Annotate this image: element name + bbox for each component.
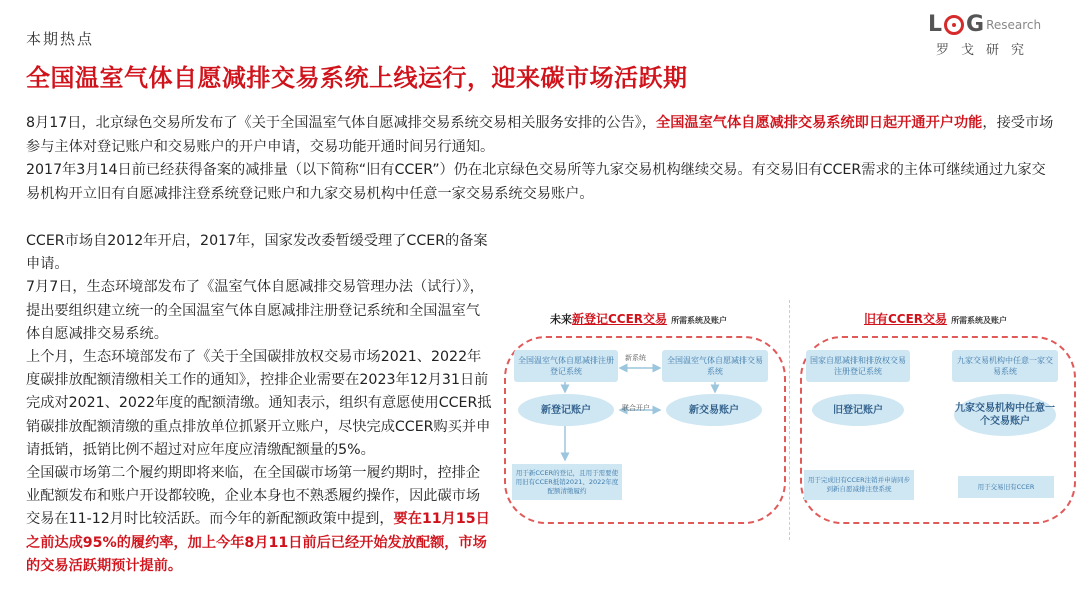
analysis-paragraph-1: CCER市场自2012年开启，2017年，国家发改委暂缓受理了CCER的备案申请。 [26, 233, 488, 273]
analysis-paragraph-3: 上个月，生态环境部发布了《关于全国碳排放权交易市场2021、2022年度碳排放配额清缴相关工作的通知》，控排企业需要在2023年12月31日前完成对2021、2022年度的配额清缴。通知表示，组织有意愿使用CCER抵销碳排放配额清缴的重点排放单位抓紧开立账户，尽快完成CCER购买并申请抵销，抵销比例不超过对应年度应清缴配额量的5%。 [26, 349, 492, 458]
section-label: 本期热点 [26, 30, 95, 48]
logo [928, 12, 1058, 62]
right-title-red: 旧有CCER交易 [864, 312, 948, 326]
logo-letter-g: G [966, 12, 985, 37]
intro-text-1: 8月17日，北京绿色交易所发布了《关于全国温室气体自愿减排交易系统交易相关服务安排的公告》， [26, 115, 657, 131]
intro-paragraph [26, 112, 1056, 206]
box-national-trading: 全国温室气体自愿减排交易系统 [662, 350, 768, 382]
intro-highlight: 全国温室气体自愿减排交易系统即日起开通开户功能 [656, 115, 983, 131]
logo-research: Research [986, 17, 1042, 32]
note-old-ccer-trade: 用于交易旧有CCER [958, 476, 1054, 498]
oval-new-register-account: 新登记账户 [518, 394, 614, 426]
label-new-system: 新系统 [625, 354, 646, 362]
oval-nine-institutions-account: 九家交易机构中任意一个交易账户 [954, 394, 1056, 436]
analysis-paragraph-4 [26, 462, 494, 578]
analysis-text-4: 全国碳市场第二个履约期即将来临，在全国碳市场第一履约期时，控排企业配额发布和账户开设都较晚，企业本身也不熟悉履约操作，因此碳市场交易在11-12月时比较活跃。而今年的新配额政策中提到， [26, 465, 481, 528]
box-national-registry: 全国温室气体自愿减排注册登记系统 [514, 350, 618, 382]
ccer-diagram [500, 300, 1080, 540]
oval-new-trade-account: 新交易账户 [666, 394, 762, 426]
logo-mark [928, 12, 1058, 37]
logo-cn: 罗戈研究 [936, 43, 1037, 58]
right-panel-title [864, 310, 1007, 327]
box-old-registry: 国家自愿减排和排放权交易注册登记系统 [806, 350, 910, 382]
left-title-sub: 所需系统及账户 [671, 316, 728, 325]
logo-ring-icon [944, 15, 964, 35]
left-title-red: 新登记CCER交易 [572, 312, 668, 326]
right-title-sub: 所需系统及账户 [951, 316, 1008, 325]
label-joint-opening: 联合开户 [622, 404, 650, 412]
logo-letter-l: L [928, 12, 943, 37]
oval-old-register-account: 旧登记账户 [812, 394, 904, 426]
left-title-prefix: 未来 [550, 313, 572, 326]
analysis-highlight: 要在11月15日之前达成95%的履约率，加上今年8月11日前后已经开始发放配额，市场的交易活跃期预计提前。 [26, 511, 490, 574]
note-old-ccer-cancel: 用于完成旧有CCER注销并申请同步到新自愿减排注登系统 [804, 470, 914, 500]
intro-text-3: 2017年3月14日前已经获得备案的减排量（以下简称“旧有CCER”）仍在北京绿色交易所等九家交易机构继续交易。有交易旧有CCER需求的主体可继续通过九家交易机构开立旧有自愿减排注登系统登记账户和九家交易机构中任意一家交易系统交易账户。 [26, 162, 1046, 202]
page-title: 全国温室气体自愿减排交易系统上线运行，迎来碳市场活跃期 [26, 64, 688, 92]
box-old-trading: 九家交易机构中任意一家交易系统 [952, 350, 1058, 382]
intro-text-2: ，接受市场参与主体对登记账户和交易账户的开户申请，交易功能开通时间另行通知。 [26, 115, 1054, 155]
analysis-paragraph-2: 7月7日，生态环境部发布了《温室气体自愿减排交易管理办法（试行）》，提出要组织建立统一的全国温室气体自愿减排注册登记系统和全国温室气体自愿减排交易系统。 [26, 279, 484, 342]
analysis-text [26, 230, 494, 578]
note-new-ccer-usage: 用于新CCER的登记，且用于需要使用旧有CCER抵销2021、2022年度配额清缴履约 [512, 464, 622, 500]
